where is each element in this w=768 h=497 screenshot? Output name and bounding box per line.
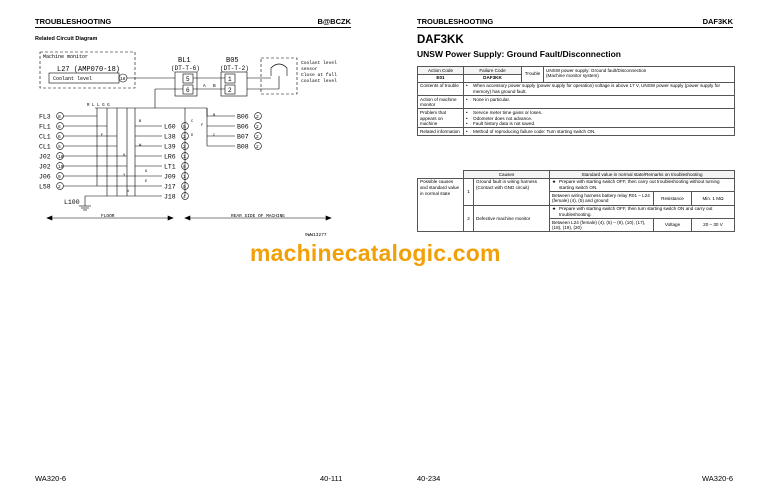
cause-2-value: 20 – 30 V	[692, 218, 735, 231]
middle-connector-name: L39	[164, 143, 176, 151]
contents-text	[464, 82, 735, 95]
cause-1-measure: Resistance	[654, 192, 692, 205]
table-row	[418, 171, 735, 179]
trouble-desc-1: UNSW power supply: Ground fault/Disconnection	[546, 67, 647, 73]
wire-letter: F	[101, 134, 104, 138]
failure-code-header: Failure Code	[464, 67, 522, 75]
middle-connector-pin: 2	[183, 144, 186, 150]
middle-connector-name: J17	[164, 183, 176, 191]
table-row	[418, 82, 735, 95]
bullet-icon: •	[466, 83, 468, 89]
cause-1-note-text: Prepare with starting switch OFF, then carry out troubleshooting without turning starting switch ON.	[559, 179, 720, 190]
bl1-pin6: 6	[186, 87, 190, 94]
left-connector-pin: 6	[58, 134, 61, 140]
problem-label: Problem that appears on machine	[418, 109, 464, 128]
left-connector-stack	[39, 113, 135, 191]
right-connector-pin: 2	[256, 114, 259, 120]
middle-connector-name: J18	[164, 193, 176, 201]
bl1-type: (DT-T-6)	[171, 65, 200, 72]
action-monitor-value: None in particular.	[473, 96, 511, 102]
middle-connector-pin: 9	[183, 164, 186, 170]
cause-2-number: 2	[464, 205, 474, 232]
right-connector-stack	[101, 113, 261, 194]
bl1-pin5: 5	[186, 76, 190, 83]
contents-label: Contents of trouble	[418, 82, 464, 95]
table-row	[418, 205, 735, 218]
middle-connector-name: L38	[164, 133, 176, 141]
right-footer-model: WA320-6	[702, 474, 733, 483]
problem-list	[464, 109, 735, 128]
left-connector-pin: 8	[58, 114, 61, 120]
right-connector-name: B07	[237, 133, 249, 141]
left-connector-name: FL3	[39, 113, 51, 121]
problem-item-2: Odometer does not advance.	[473, 115, 533, 121]
middle-connector-pin: 1	[183, 154, 186, 160]
left-connector-name: CL1	[39, 143, 51, 151]
left-connector-pin: 18	[58, 154, 64, 160]
middle-connector-name: J09	[164, 173, 176, 181]
right-connector-pin: 2	[256, 144, 259, 150]
left-connector-pin: 2	[58, 184, 61, 190]
bullet-icon: •	[466, 109, 468, 115]
middle-connector-pin: 5	[183, 124, 186, 130]
wire-letter: F	[201, 124, 204, 128]
failure-code-value: DAF3KK	[464, 74, 522, 82]
wire-letter: U	[127, 190, 130, 194]
ground-label: L100	[64, 199, 80, 206]
right-connector-pin: 2	[256, 124, 259, 130]
cause-1-text: Ground fault in wiring harness (Contact with GND circuit)	[474, 178, 550, 205]
problem-item-3: Fault history data is not saved.	[473, 121, 536, 127]
right-header-code: DAF3KK	[702, 17, 733, 26]
middle-connector-pin: 9	[183, 184, 186, 190]
right-connector-pin: 2	[256, 134, 259, 140]
rear-label: REAR SIDE OF MACHINE	[231, 214, 286, 219]
right-connector-name: B06	[237, 113, 249, 121]
trouble-description	[544, 67, 735, 83]
standard-header: Standard value in normal state/Remarks on troubleshooting	[550, 171, 735, 179]
failure-code-title: DAF3KK	[417, 34, 464, 46]
middle-connector-stack	[135, 123, 188, 201]
right-header	[417, 16, 733, 28]
related-label: Related information	[418, 128, 464, 136]
cause-2-measure: Voltage	[654, 218, 692, 231]
wire-b-label: B	[213, 84, 216, 89]
cause-2-text: Defective machine monitor	[474, 205, 550, 232]
cause-1-note	[550, 178, 735, 191]
contents-text-value: When accessory power supply (power supply for operation) voltage is above 17 V, UNSW power supply (power supply for memory) has ground fault.	[473, 83, 720, 94]
right-connector-name: B06	[237, 123, 249, 131]
action-monitor-label: Action of machine monitor	[418, 95, 464, 108]
left-footer-page: 40-111	[320, 474, 343, 483]
wire-letter: W	[139, 144, 142, 148]
floor-label: FLOOR	[101, 214, 115, 219]
wire-letter: B	[213, 114, 216, 118]
wire-a-label: A	[203, 84, 206, 89]
sensor-symbol	[271, 64, 287, 76]
middle-connector-pin: 1	[183, 174, 186, 180]
sensor-label-4: coolant level	[301, 79, 337, 84]
table-row	[418, 67, 735, 75]
middle-connector-name: LR6	[164, 153, 176, 161]
left-connector-name: FL1	[39, 123, 51, 131]
left-connector-pin: 5	[58, 144, 61, 150]
left-header	[35, 16, 351, 28]
left-connector-name: J06	[39, 173, 51, 181]
sensor-label-2: sensor	[301, 67, 318, 72]
left-connector-pin: 9	[58, 174, 61, 180]
sensor-label-1: Coolant level	[301, 61, 337, 66]
cause-2-note	[550, 205, 735, 218]
b05-label: B05	[226, 57, 239, 65]
bullet-icon: •	[466, 121, 468, 127]
action-code-value: E01	[418, 74, 464, 82]
blank-corner	[418, 171, 464, 179]
right-footer-page: 40-234	[417, 474, 441, 483]
related-text	[464, 128, 735, 136]
wire-letter: C	[191, 120, 194, 124]
trouble-header: Trouble	[522, 67, 544, 83]
action-monitor-text	[464, 95, 735, 108]
bullet-icon: •	[466, 115, 468, 121]
left-footer-model: WA320-6	[35, 474, 66, 483]
wire-letter: C	[213, 134, 216, 138]
causes-table	[417, 170, 735, 232]
star-icon: ★	[552, 179, 557, 185]
left-connector-pin: 6	[58, 124, 61, 130]
wire-letter: G	[145, 170, 148, 174]
left-header-code: B@BCZK	[317, 17, 351, 26]
middle-connector-pin: 2	[183, 134, 186, 140]
failure-title: UNSW Power Supply: Ground Fault/Disconnection	[417, 49, 622, 59]
bullet-icon: •	[466, 96, 468, 102]
middle-connector-name: L60	[164, 123, 176, 131]
wire-letter: B	[139, 120, 142, 124]
wire-letters-top: R L L G G	[87, 104, 110, 108]
left-connector-name: CL1	[39, 133, 51, 141]
left-header-title: TROUBLESHOOTING	[35, 17, 112, 26]
table-row	[418, 178, 735, 191]
wire-letter: E	[145, 180, 148, 184]
table-row	[418, 109, 735, 128]
table-row	[418, 128, 735, 136]
wire-letter: Y	[123, 174, 126, 178]
diagram-ref: 9WW13277	[305, 233, 327, 238]
right-header-title: TROUBLESHOOTING	[417, 17, 494, 26]
middle-connector-name: LT1	[164, 163, 176, 171]
b05-type: (DT-T-2)	[220, 65, 249, 72]
left-connector-name: J02	[39, 153, 51, 161]
cause-1-number: 1	[464, 178, 474, 205]
cause-2-between: Between L24 (female) (4), (5) – (9), (10), (17), (18), (19), (20)	[550, 218, 654, 231]
cause-1-between: Between wiring harness battery relay R01 – L24 (female) (4), (5) and ground	[550, 192, 654, 205]
pin-18-label: 18	[120, 77, 126, 82]
bullet-icon: •	[466, 128, 468, 134]
possible-causes-label: Possible causes and standard value in normal state	[418, 178, 464, 232]
wire-letter: D	[191, 134, 194, 138]
causes-header: Causes	[464, 171, 550, 179]
left-connector-name: J02	[39, 163, 51, 171]
circuit-diagram	[35, 46, 351, 242]
cause-1-value: Min. 1 MΩ	[692, 192, 735, 205]
action-code-header: Action Code	[418, 67, 464, 75]
diagram-subtitle: Related Circuit Diagram	[35, 36, 98, 42]
failure-info-table	[417, 66, 735, 136]
cause-2-note-text: Prepare with starting switch OFF, then turn starting switch ON and carry out troubleshooting.	[559, 206, 713, 217]
machine-monitor-label: Machine monitor	[43, 54, 89, 60]
left-connector-pin: 19	[58, 164, 64, 170]
bl1-label: BL1	[178, 57, 191, 65]
b05-pin2: 2	[228, 87, 232, 94]
coolant-level-label: Coolant level	[53, 76, 93, 82]
connector-l27-label: L27 (AMP070-18)	[57, 66, 121, 74]
right-connector-name: B08	[237, 143, 249, 151]
middle-connector-pin: 4	[183, 194, 186, 200]
problem-item-1: Service meter time gains or loses.	[473, 109, 543, 115]
star-icon: ★	[552, 206, 557, 212]
trouble-desc-2: (Machine monitor system)	[546, 73, 599, 79]
related-text-value: Method of reproducing failure code: Turn starting switch ON.	[473, 128, 596, 134]
table-row	[418, 95, 735, 108]
wire-letter: G	[123, 154, 126, 158]
b05-pin1: 1	[228, 76, 232, 83]
left-connector-name: L58	[39, 183, 51, 191]
sensor-label-3: Close at full	[301, 73, 337, 78]
watermark-text: machinecatalogic.com	[250, 240, 501, 266]
